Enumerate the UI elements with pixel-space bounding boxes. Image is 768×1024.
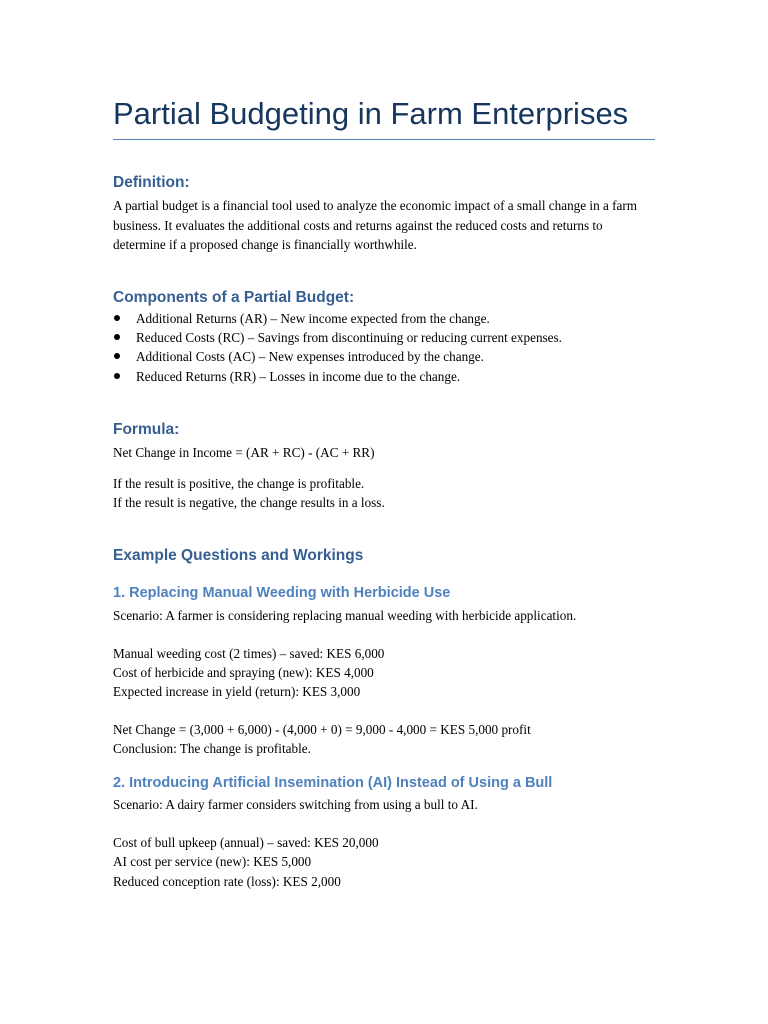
components-heading: Components of a Partial Budget:	[113, 289, 355, 306]
formula-equation: Net Change in Income = (AR + RC) - (AC + RR)	[113, 445, 375, 460]
formula-positive-note: If the result is positive, the change is profitable.	[113, 476, 365, 491]
bullet-icon	[114, 353, 120, 359]
document-title: Partial Budgeting in Farm Enterprises	[113, 96, 629, 131]
formula-heading: Formula:	[113, 421, 180, 438]
example-1-scenario: Scenario: A farmer is considering replacing manual weeding with herbicide application.	[113, 608, 577, 623]
example-2-line: AI cost per service (new): KES 5,000	[113, 854, 312, 869]
list-item-text: Additional Returns (AR) – New income expected from the change.	[136, 311, 490, 326]
list-item	[113, 347, 562, 366]
formula-negative-note: If the result is negative, the change results in a loss.	[113, 495, 385, 510]
list-item	[113, 367, 562, 386]
example-2-line: Cost of bull upkeep (annual) – saved: KES 20,000	[113, 835, 379, 850]
example-1-heading: 1. Replacing Manual Weeding with Herbicide Use	[113, 585, 451, 601]
components-list	[113, 309, 562, 386]
example-1-line: Manual weeding cost (2 times) – saved: KES 6,000	[113, 646, 385, 661]
list-item-text: Reduced Returns (RR) – Losses in income due to the change.	[136, 368, 461, 384]
example-1-conclusion: Conclusion: The change is profitable.	[113, 741, 311, 756]
example-1-net-change: Net Change = (3,000 + 6,000) - (4,000 + 0) = 9,000 - 4,000 = KES 5,000 profit	[113, 722, 531, 737]
example-2-heading: 2. Introducing Artificial Insemination (AI) Instead of Using a Bull	[113, 775, 553, 791]
examples-heading: Example Questions and Workings	[113, 547, 364, 564]
bullet-icon	[114, 334, 120, 340]
list-item	[113, 309, 562, 328]
bullet-icon	[114, 315, 120, 321]
list-item	[113, 328, 562, 347]
title-underline	[113, 139, 655, 140]
list-item-text: Additional Costs (AC) – New expenses introduced by the change.	[136, 349, 484, 365]
definition-text: A partial budget is a financial tool used to analyze the economic impact of a small change in a farm business. It evaluates the additional costs and returns against the reduced costs and returns to determine if a proposed change is financially worthwhile.	[113, 198, 638, 252]
definition-heading: Definition:	[113, 174, 190, 191]
bullet-icon	[114, 373, 120, 379]
example-1-line: Cost of herbicide and spraying (new): KES 4,000	[113, 665, 374, 680]
example-2-line: Reduced conception rate (loss): KES 2,000	[113, 874, 341, 889]
example-2-scenario: Scenario: A dairy farmer considers switching from using a bull to AI.	[113, 797, 478, 812]
list-item-text: Reduced Costs (RC) – Savings from discontinuing or reducing current expenses.	[136, 330, 562, 346]
example-1-line: Expected increase in yield (return): KES 3,000	[113, 684, 361, 699]
